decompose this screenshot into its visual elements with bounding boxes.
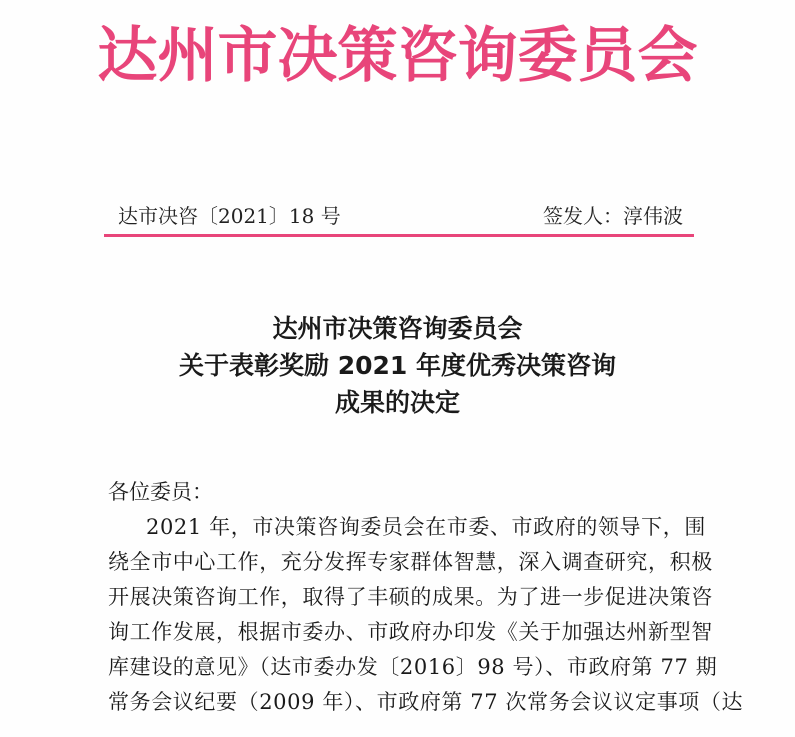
title-line-1: 达州市决策咨询委员会 [272,314,523,343]
document-title [0,310,795,421]
body-line: 常务会议纪要（2009 年）、市政府第 77 次常务会议议定事项（达 [108,690,744,714]
body-line: 库建设的意见》（达市委办发〔2016〕98 号）、市政府第 77 期 [108,655,718,679]
red-divider-line [104,234,694,237]
title-line-2: 关于表彰奖励 2021 年度优秀决策咨询 [179,351,616,380]
organization-header: 达州市决策咨询委员会 [97,21,698,91]
body-line: 开展决策咨询工作，取得了丰硕的成果。为了进一步促进决策咨 [108,585,713,609]
issuer-label: 签发人：淳伟波 [543,204,683,228]
title-line-3: 成果的决定 [334,388,460,417]
body-line: 2021 年，市决策咨询委员会在市委、市政府的领导下，围 [146,515,706,539]
body-line: 绕全市中心工作，充分发挥专家群体智慧，深入调查研究，积极 [108,550,713,574]
document-number: 达市决咨〔2021〕18 号 [118,204,341,228]
salutation: 各位委员： [108,480,213,504]
body-line: 询工作发展，根据市委办、市政府办印发《关于加强达州新型智 [108,620,713,644]
body-text [108,510,744,720]
